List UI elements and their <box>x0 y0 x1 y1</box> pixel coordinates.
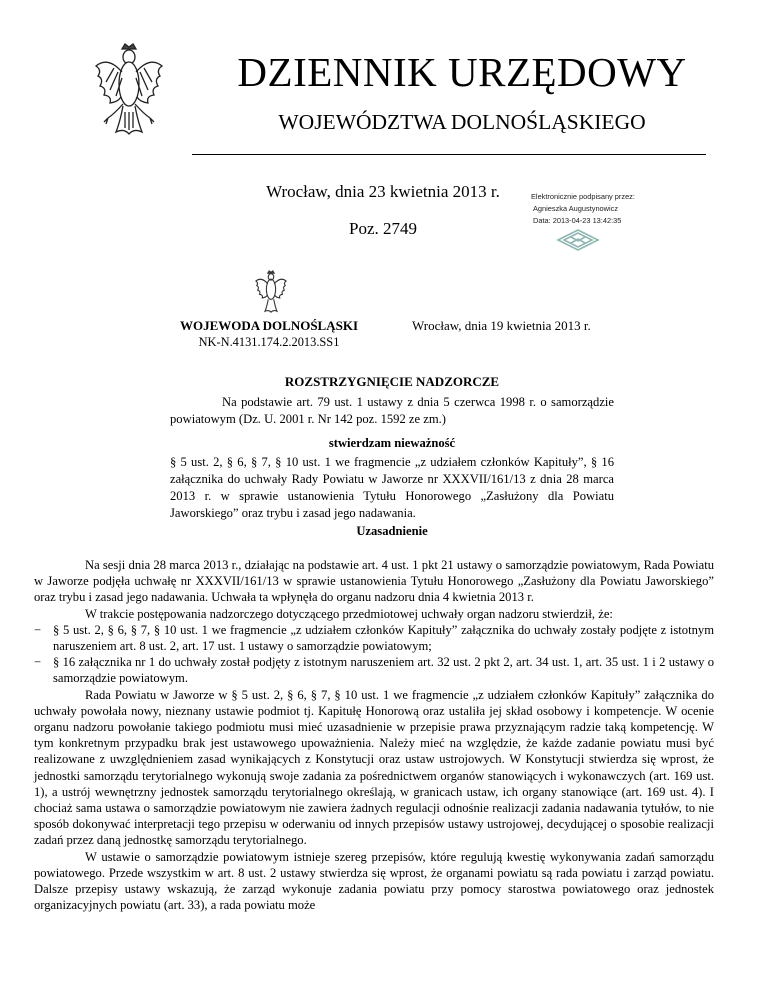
signer-name: Agnieszka Augustynowicz <box>533 204 619 213</box>
list-dash: − <box>34 655 42 670</box>
eagle-emblem-icon <box>92 42 166 138</box>
justification-paragraph: Na sesji dnia 28 marca 2013 r., działając na podstawie art. 4 ust. 1 pkt 21 ustawy o samorządzie powiatowym, Rada Powiatu w Jaworze podjęła uchwałę nr XXXVII/161/13 w sprawie ustanowienia Tytułu Honorowego „Zasłużony dla Powiatu Jaworskiego” oraz trybu i zasad jego nadawania. Uchwała ta wpłynęła do organu nadzoru dnia 4 kwietnia 2013 r. <box>34 558 714 605</box>
publication-date: Wrocław, dnia 23 kwietnia 2013 r. <box>266 182 500 201</box>
header-divider <box>192 154 706 155</box>
case-reference: NK-N.4131.174.2.2013.SS1 <box>198 335 340 349</box>
decision-heading: ROZSTRZYGNIĘCIE NADZORCZE <box>284 374 500 389</box>
justification-heading: Uzasadnienie <box>356 524 428 538</box>
justification-paragraph: W ustawie o samorządzie powiatowym istnieje szereg przepisów, które regulują kwestię wykonywania zadań samorządu powiatowego. Przede wszystkim w art. 8 ust. 2 ustawy stwierdza się wprost, że organami powiatu są rada powiatu i zarząd powiatu. Dalsze przepisy ustawy wskazują, że zarząd wykonuje zadania powiatu przy pomocy starostwa powiatowego oraz jednostek organizacyjnych powiatu (art. 33), a rada powiatu może <box>34 849 714 913</box>
operative-heading: stwierdzam nieważność <box>328 436 456 450</box>
position-number: Poz. 2749 <box>349 219 417 238</box>
journal-subtitle: WOJEWÓDZTWA DOLNOŚLĄSKIEGO <box>278 110 646 134</box>
letter-date: Wrocław, dnia 19 kwietnia 2013 r. <box>412 318 591 333</box>
electronic-signature <box>531 191 731 227</box>
operative-text: § 5 ust. 2, § 6, § 7, § 10 ust. 1 we fragmencie „z udziałem członków Kapituły”, § 16 załącznika do uchwały Rady Powiatu w Jaworze nr XXXVII/161/13 z dnia 28 marca 2013 r. w sprawie ustanowienia Tytułu Honorowego „Zasłużony dla Powiatu Jaworskiego” oraz trybu i zasad jego nadawania. <box>170 455 614 520</box>
letterhead-eagle-icon <box>254 270 288 314</box>
list-item <box>34 654 714 686</box>
journal-title: DZIENNIK URZĘDOWY <box>237 49 687 95</box>
signature-validity-icon[interactable] <box>556 228 600 252</box>
list-item <box>34 622 714 654</box>
justification-body <box>34 557 714 913</box>
justification-paragraph: Rada Powiatu w Jaworze w § 5 ust. 2, § 6, § 7, § 10 ust. 1 we fragmencie „z udziałem członków Kapituły” załącznika do uchwały powołała nowy, nieznany ustawie podmiot tj. Kapitułę Honorową oraz ustaliła jej skład osobowy i kompetencje. W ocenie organu nadzoru powołanie takiego podmiotu musi mieć uzasadnienie w przepisie prawa przyznającym radzie taką kompetencję. W tym konkretnym przypadku brak jest ustawowego upoważnienia. Należy mieć na względzie, że każde zadanie powiatu musi być realizowane z uwzględnieniem zasad wynikających z Konstytucji oraz ustaw ustrojowych. W Konstytucji stwierdza się wprost, że jednostki samorządu terytorialnego wykonują swoje zadania za pośrednictwem organów stanowiących i wykonawczych (art. 169 ust. 1), a ustrój wewnętrzny jednostek samorządu terytorialnego określają, w granicach ustaw, ich organy stanowiące (art. 169 ust. 4). I chociaż sama ustawa o samorządzie powiatowym nie zawiera żadnych regulacji odnośnie realizacji zadania nadawania tytułów, to nie sposób dokonywać interpretacji tego przepisu w oderwaniu od innych przepisów ustawy ustrojowej, decydującej o sposobie realizacji zadań przez daną jednostkę samorządu terytorialnego. <box>34 687 714 848</box>
list-dash: − <box>34 622 42 637</box>
legal-basis: Na podstawie art. 79 ust. 1 ustawy z dnia 5 czerwca 1998 r. o samorządzie powiatowym (Dz. U. 2001 r. Nr 142 poz. 1592 ze zm.) <box>170 395 614 426</box>
justification-paragraph: W trakcie postępowania nadzorczego dotyczącego przedmiotowej uchwały organ nadzoru stwierdził, że: <box>85 606 613 621</box>
list-item-text: § 5 ust. 2, § 6, § 7, § 10 ust. 1 we fragmencie „z udziałem członków Kapituły” załącznika do uchwały zostały podjęte z istotnym naruszeniem art. 8 ust. 2, art. 17 ust. 1 ustawy o samorządzie powiatowym; <box>53 622 714 654</box>
signature-date: Data: 2013-04-23 13:42:35 <box>533 216 622 225</box>
signature-caption: Elektronicznie podpisany przez: <box>531 192 635 201</box>
list-item-text: § 16 załącznika nr 1 do uchwały został podjęty z istotnym naruszeniem art. 32 ust. 2 pkt 2, art. 34 ust. 1, art. 35 ust. 1 i 2 ustawy o samorządzie powiatowym. <box>53 655 714 686</box>
issuing-authority: WOJEWODA DOLNOŚLĄSKI <box>179 318 359 333</box>
